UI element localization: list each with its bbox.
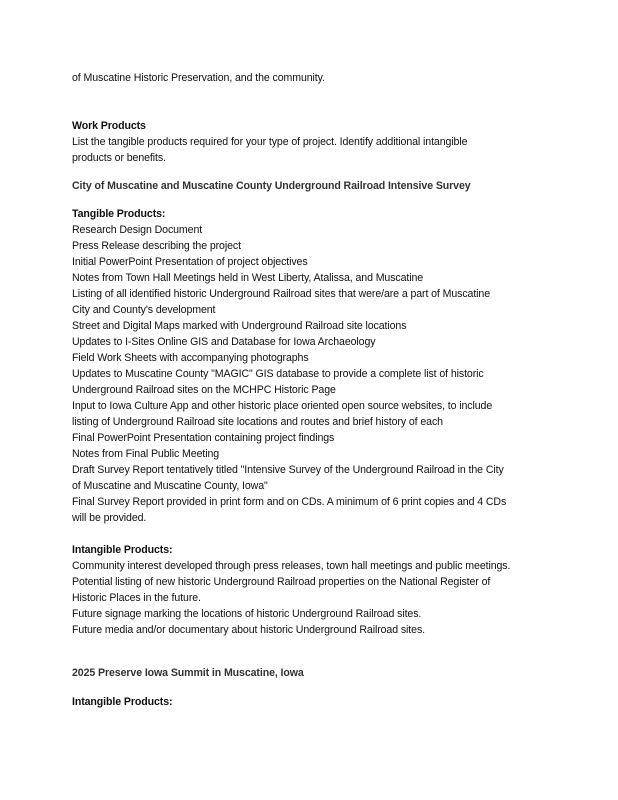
list-item-line: Listing of all identified historic Underground Railroad sites that were/are a part of Muscatine (72, 288, 491, 300)
list-item-line: Updates to I-Sites Online GIS and Database for Iowa Archaeology (72, 336, 376, 348)
intangible-products-heading: Intangible Products: (72, 544, 173, 556)
list-item-line: Street and Digital Maps marked with Underground Railroad site locations (72, 320, 407, 332)
summit-intangible-heading: Intangible Products: (72, 696, 173, 708)
list-item-line: will be provided. (72, 512, 147, 524)
list-item-line: Draft Survey Report tentatively titled "Intensive Survey of the Underground Railroad in the City (72, 464, 504, 476)
list-item-line: Field Work Sheets with accompanying photographs (72, 352, 309, 364)
list-item-line: Underground Railroad sites on the MCHPC Historic Page (72, 384, 336, 396)
list-item-line: Future media and/or documentary about historic Underground Railroad sites. (72, 624, 425, 636)
instructions-line: products or benefits. (72, 152, 166, 164)
list-item-line: Press Release describing the project (72, 240, 241, 252)
list-item-line: listing of Underground Railroad site locations and routes and brief history of each (72, 416, 443, 428)
intro-tail-text: of Muscatine Historic Preservation, and the community. (72, 72, 325, 84)
list-item-line: Community interest developed through press releases, town hall meetings and public meetings. (72, 560, 511, 572)
list-item-line: Research Design Document (72, 224, 203, 236)
list-item-line: Notes from Town Hall Meetings held in West Liberty, Atalissa, and Muscatine (72, 272, 424, 284)
list-item-line: Historic Places in the future. (72, 592, 201, 604)
list-item-line: Updates to Muscatine County "MAGIC" GIS database to provide a complete list of historic (72, 368, 484, 380)
project-title: City of Muscatine and Muscatine County Underground Railroad Intensive Survey (72, 180, 471, 192)
tangible-products-heading: Tangible Products: (72, 208, 166, 220)
list-item-line: Potential listing of new historic Underground Railroad properties on the National Register of (72, 576, 491, 588)
list-item-line: Future signage marking the locations of historic Underground Railroad sites. (72, 608, 422, 620)
instructions-line: List the tangible products required for your type of project. Identify additional intangible (72, 136, 468, 148)
list-item-line: Initial PowerPoint Presentation of project objectives (72, 256, 308, 268)
intangible-products-list (72, 558, 510, 638)
list-item-line: of Muscatine and Muscatine County, Iowa" (72, 480, 268, 492)
list-item-line: Notes from Final Public Meeting (72, 448, 220, 460)
tangible-products-list (72, 222, 506, 526)
summit-title: 2025 Preserve Iowa Summit in Muscatine, Iowa (72, 667, 304, 679)
list-item-line: Final PowerPoint Presentation containing project findings (72, 432, 335, 444)
work-products-heading: Work Products (72, 120, 146, 132)
list-item-line: Final Survey Report provided in print form and on CDs. A minimum of 6 print copies and 4 CDs (72, 496, 507, 508)
list-item-line: City and County's development (72, 304, 216, 316)
list-item-line: Input to Iowa Culture App and other historic place oriented open source websites, to include (72, 400, 493, 412)
